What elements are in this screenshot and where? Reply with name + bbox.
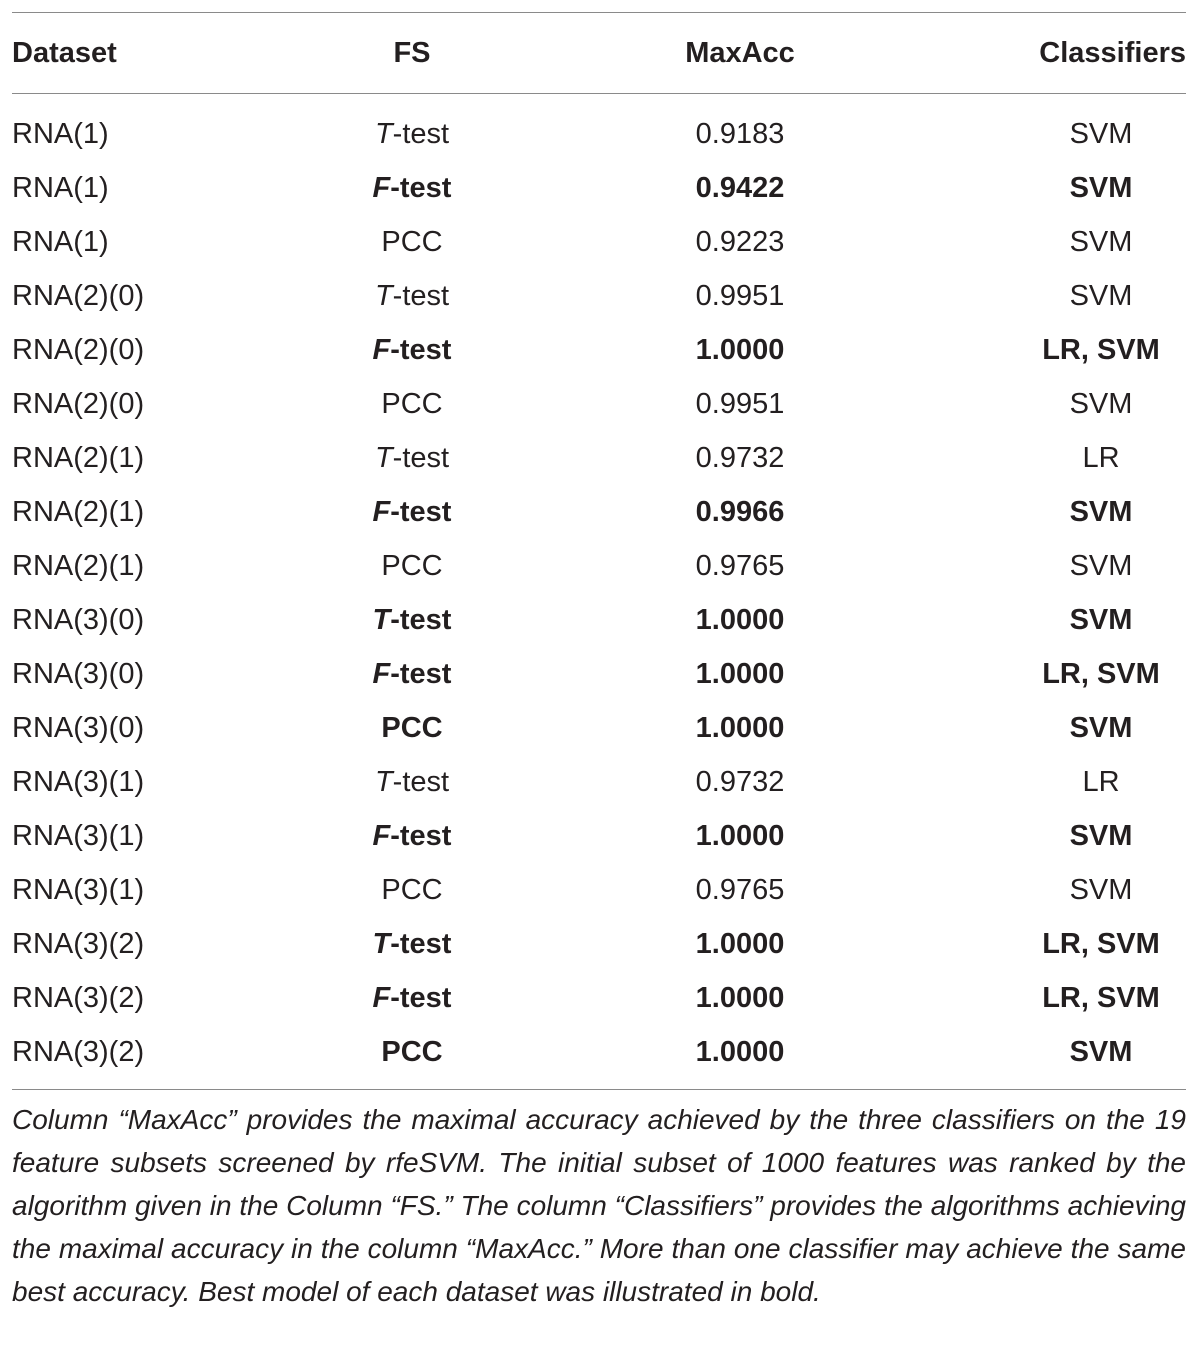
cell-classifiers bbox=[908, 377, 1186, 431]
table-row bbox=[12, 593, 1186, 647]
fs-name: -test bbox=[392, 280, 450, 312]
cell-dataset: RNA(3)(0) bbox=[12, 658, 145, 690]
cell-maxacc: 1.0000 bbox=[695, 334, 785, 366]
classifiers-value: SVM bbox=[1069, 280, 1133, 312]
cell-fs bbox=[252, 323, 572, 377]
classifiers-value: LR bbox=[1082, 442, 1120, 474]
cell-dataset: RNA(3)(0) bbox=[12, 604, 145, 636]
fs-letter: F bbox=[372, 820, 391, 852]
fs-name: -test bbox=[392, 442, 450, 474]
cell-maxacc: 1.0000 bbox=[695, 604, 785, 636]
cell-fs bbox=[252, 917, 572, 971]
fs-name: PCC bbox=[381, 1036, 443, 1068]
cell-classifiers bbox=[908, 863, 1186, 917]
header-dataset: Dataset bbox=[12, 37, 117, 69]
cell-fs bbox=[252, 377, 572, 431]
classifiers-value: SVM bbox=[1069, 820, 1133, 852]
cell-dataset: RNA(3)(1) bbox=[12, 874, 145, 906]
cell-dataset: RNA(2)(0) bbox=[12, 280, 145, 312]
table-row bbox=[12, 755, 1186, 809]
classifiers-value: SVM bbox=[1069, 226, 1133, 258]
cell-fs bbox=[252, 539, 572, 593]
classifiers-value: SVM bbox=[1069, 1036, 1133, 1068]
table-row bbox=[12, 647, 1186, 701]
fs-letter: F bbox=[372, 658, 391, 690]
header-fs: FS bbox=[393, 37, 431, 69]
table-body bbox=[12, 107, 1186, 1079]
cell-classifiers bbox=[908, 809, 1186, 863]
cell-maxacc: 0.9765 bbox=[695, 874, 785, 906]
cell-classifiers bbox=[908, 647, 1186, 701]
classifiers-value: SVM bbox=[1069, 496, 1133, 528]
cell-fs bbox=[252, 809, 572, 863]
cell-dataset: RNA(3)(2) bbox=[12, 982, 145, 1014]
fs-letter: F bbox=[372, 334, 391, 366]
fs-name: PCC bbox=[381, 550, 443, 582]
classifiers-value: SVM bbox=[1069, 388, 1133, 420]
classifiers-value: LR bbox=[1082, 766, 1120, 798]
cell-maxacc: 0.9951 bbox=[695, 280, 785, 312]
cell-fs bbox=[252, 485, 572, 539]
fs-name: -test bbox=[390, 820, 452, 852]
table-row bbox=[12, 377, 1186, 431]
cell-maxacc: 1.0000 bbox=[695, 712, 785, 744]
cell-maxacc: 1.0000 bbox=[695, 928, 785, 960]
fs-letter: T bbox=[374, 280, 393, 312]
cell-maxacc: 0.9223 bbox=[695, 226, 785, 258]
classifiers-value: LR, SVM bbox=[1042, 658, 1160, 690]
cell-classifiers bbox=[908, 593, 1186, 647]
table-row bbox=[12, 431, 1186, 485]
cell-fs bbox=[252, 863, 572, 917]
fs-letter: T bbox=[372, 604, 391, 636]
fs-name: -test bbox=[390, 496, 452, 528]
cell-fs bbox=[252, 1025, 572, 1079]
cell-fs bbox=[252, 593, 572, 647]
cell-fs bbox=[252, 971, 572, 1025]
cell-maxacc: 0.9732 bbox=[695, 442, 785, 474]
cell-classifiers bbox=[908, 755, 1186, 809]
fs-letter: T bbox=[374, 118, 393, 150]
classifiers-value: SVM bbox=[1069, 118, 1133, 150]
table-row bbox=[12, 107, 1186, 161]
fs-name: -test bbox=[390, 658, 452, 690]
fs-name: -test bbox=[390, 172, 452, 204]
cell-maxacc: 0.9966 bbox=[695, 496, 785, 528]
fs-letter: F bbox=[372, 172, 391, 204]
fs-name: PCC bbox=[381, 874, 443, 906]
cell-maxacc: 1.0000 bbox=[695, 982, 785, 1014]
cell-classifiers bbox=[908, 1025, 1186, 1079]
table-row bbox=[12, 809, 1186, 863]
cell-dataset: RNA(1) bbox=[12, 172, 109, 204]
classifiers-value: LR, SVM bbox=[1042, 928, 1160, 960]
bottom-rule bbox=[12, 1089, 1186, 1090]
classifiers-value: LR, SVM bbox=[1042, 982, 1160, 1014]
fs-letter: T bbox=[374, 442, 393, 474]
table-row bbox=[12, 917, 1186, 971]
cell-classifiers bbox=[908, 215, 1186, 269]
fs-name: -test bbox=[392, 118, 450, 150]
cell-maxacc: 1.0000 bbox=[695, 820, 785, 852]
table-row bbox=[12, 1025, 1186, 1079]
fs-name: -test bbox=[390, 928, 452, 960]
fs-name: -test bbox=[392, 766, 450, 798]
fs-name: -test bbox=[390, 334, 452, 366]
cell-maxacc: 1.0000 bbox=[695, 658, 785, 690]
cell-classifiers bbox=[908, 917, 1186, 971]
classifiers-value: SVM bbox=[1069, 874, 1133, 906]
header-classifiers: Classifiers bbox=[1039, 37, 1186, 69]
cell-dataset: RNA(3)(1) bbox=[12, 766, 145, 798]
cell-fs bbox=[252, 161, 572, 215]
cell-classifiers bbox=[908, 431, 1186, 485]
results-table-container bbox=[12, 12, 1186, 1313]
cell-fs bbox=[252, 107, 572, 161]
results-table bbox=[12, 13, 1186, 93]
header-row bbox=[12, 13, 1186, 93]
table-row bbox=[12, 485, 1186, 539]
cell-dataset: RNA(3)(2) bbox=[12, 1036, 145, 1068]
table-row bbox=[12, 539, 1186, 593]
table-footnote: Column “MaxAcc” provides the maximal accuracy achieved by the three classifiers on the 19 feature subsets screened by rfeSVM. The initial subset of 1000 features was ranked by the algorithm given in the Column “FS.” The column “Classifiers” provides the algorithms achieving the maximal accuracy in the column “MaxAcc.” More than one classifier may achieve the same best accuracy. Best model of each dataset was illustrated in bold. bbox=[12, 1104, 1186, 1307]
fs-name: PCC bbox=[381, 712, 443, 744]
table-row bbox=[12, 215, 1186, 269]
classifiers-value: LR, SVM bbox=[1042, 334, 1160, 366]
cell-maxacc: 0.9183 bbox=[695, 118, 785, 150]
cell-maxacc: 1.0000 bbox=[695, 1036, 785, 1068]
fs-letter: F bbox=[372, 982, 391, 1014]
cell-dataset: RNA(2)(0) bbox=[12, 388, 145, 420]
fs-letter: F bbox=[372, 496, 391, 528]
classifiers-value: SVM bbox=[1069, 712, 1133, 744]
fs-name: PCC bbox=[381, 388, 443, 420]
cell-fs bbox=[252, 431, 572, 485]
cell-dataset: RNA(3)(2) bbox=[12, 928, 145, 960]
table-row bbox=[12, 161, 1186, 215]
fs-name: -test bbox=[390, 982, 452, 1014]
cell-maxacc: 0.9422 bbox=[695, 172, 785, 204]
cell-maxacc: 0.9951 bbox=[695, 388, 785, 420]
cell-fs bbox=[252, 701, 572, 755]
cell-classifiers bbox=[908, 971, 1186, 1025]
cell-classifiers bbox=[908, 269, 1186, 323]
fs-letter: T bbox=[372, 928, 391, 960]
table-row bbox=[12, 269, 1186, 323]
cell-classifiers bbox=[908, 107, 1186, 161]
cell-fs bbox=[252, 755, 572, 809]
table-row bbox=[12, 863, 1186, 917]
header-maxacc: MaxAcc bbox=[685, 37, 795, 69]
table-row bbox=[12, 323, 1186, 377]
cell-fs bbox=[252, 269, 572, 323]
cell-dataset: RNA(3)(1) bbox=[12, 820, 145, 852]
classifiers-value: SVM bbox=[1069, 550, 1133, 582]
fs-letter: T bbox=[374, 766, 393, 798]
cell-fs bbox=[252, 647, 572, 701]
cell-dataset: RNA(2)(1) bbox=[12, 496, 145, 528]
table-row bbox=[12, 971, 1186, 1025]
cell-classifiers bbox=[908, 161, 1186, 215]
cell-fs bbox=[252, 215, 572, 269]
results-table-body bbox=[12, 107, 1186, 1079]
cell-maxacc: 0.9765 bbox=[695, 550, 785, 582]
cell-dataset: RNA(3)(0) bbox=[12, 712, 145, 744]
cell-dataset: RNA(2)(1) bbox=[12, 442, 145, 474]
cell-classifiers bbox=[908, 539, 1186, 593]
cell-dataset: RNA(2)(1) bbox=[12, 550, 145, 582]
fs-name: PCC bbox=[381, 226, 443, 258]
cell-classifiers bbox=[908, 323, 1186, 377]
cell-classifiers bbox=[908, 485, 1186, 539]
classifiers-value: SVM bbox=[1069, 172, 1133, 204]
cell-dataset: RNA(1) bbox=[12, 118, 109, 150]
cell-classifiers bbox=[908, 701, 1186, 755]
classifiers-value: SVM bbox=[1069, 604, 1133, 636]
table-row bbox=[12, 701, 1186, 755]
cell-dataset: RNA(2)(0) bbox=[12, 334, 145, 366]
cell-dataset: RNA(1) bbox=[12, 226, 109, 258]
fs-name: -test bbox=[390, 604, 452, 636]
cell-maxacc: 0.9732 bbox=[695, 766, 785, 798]
